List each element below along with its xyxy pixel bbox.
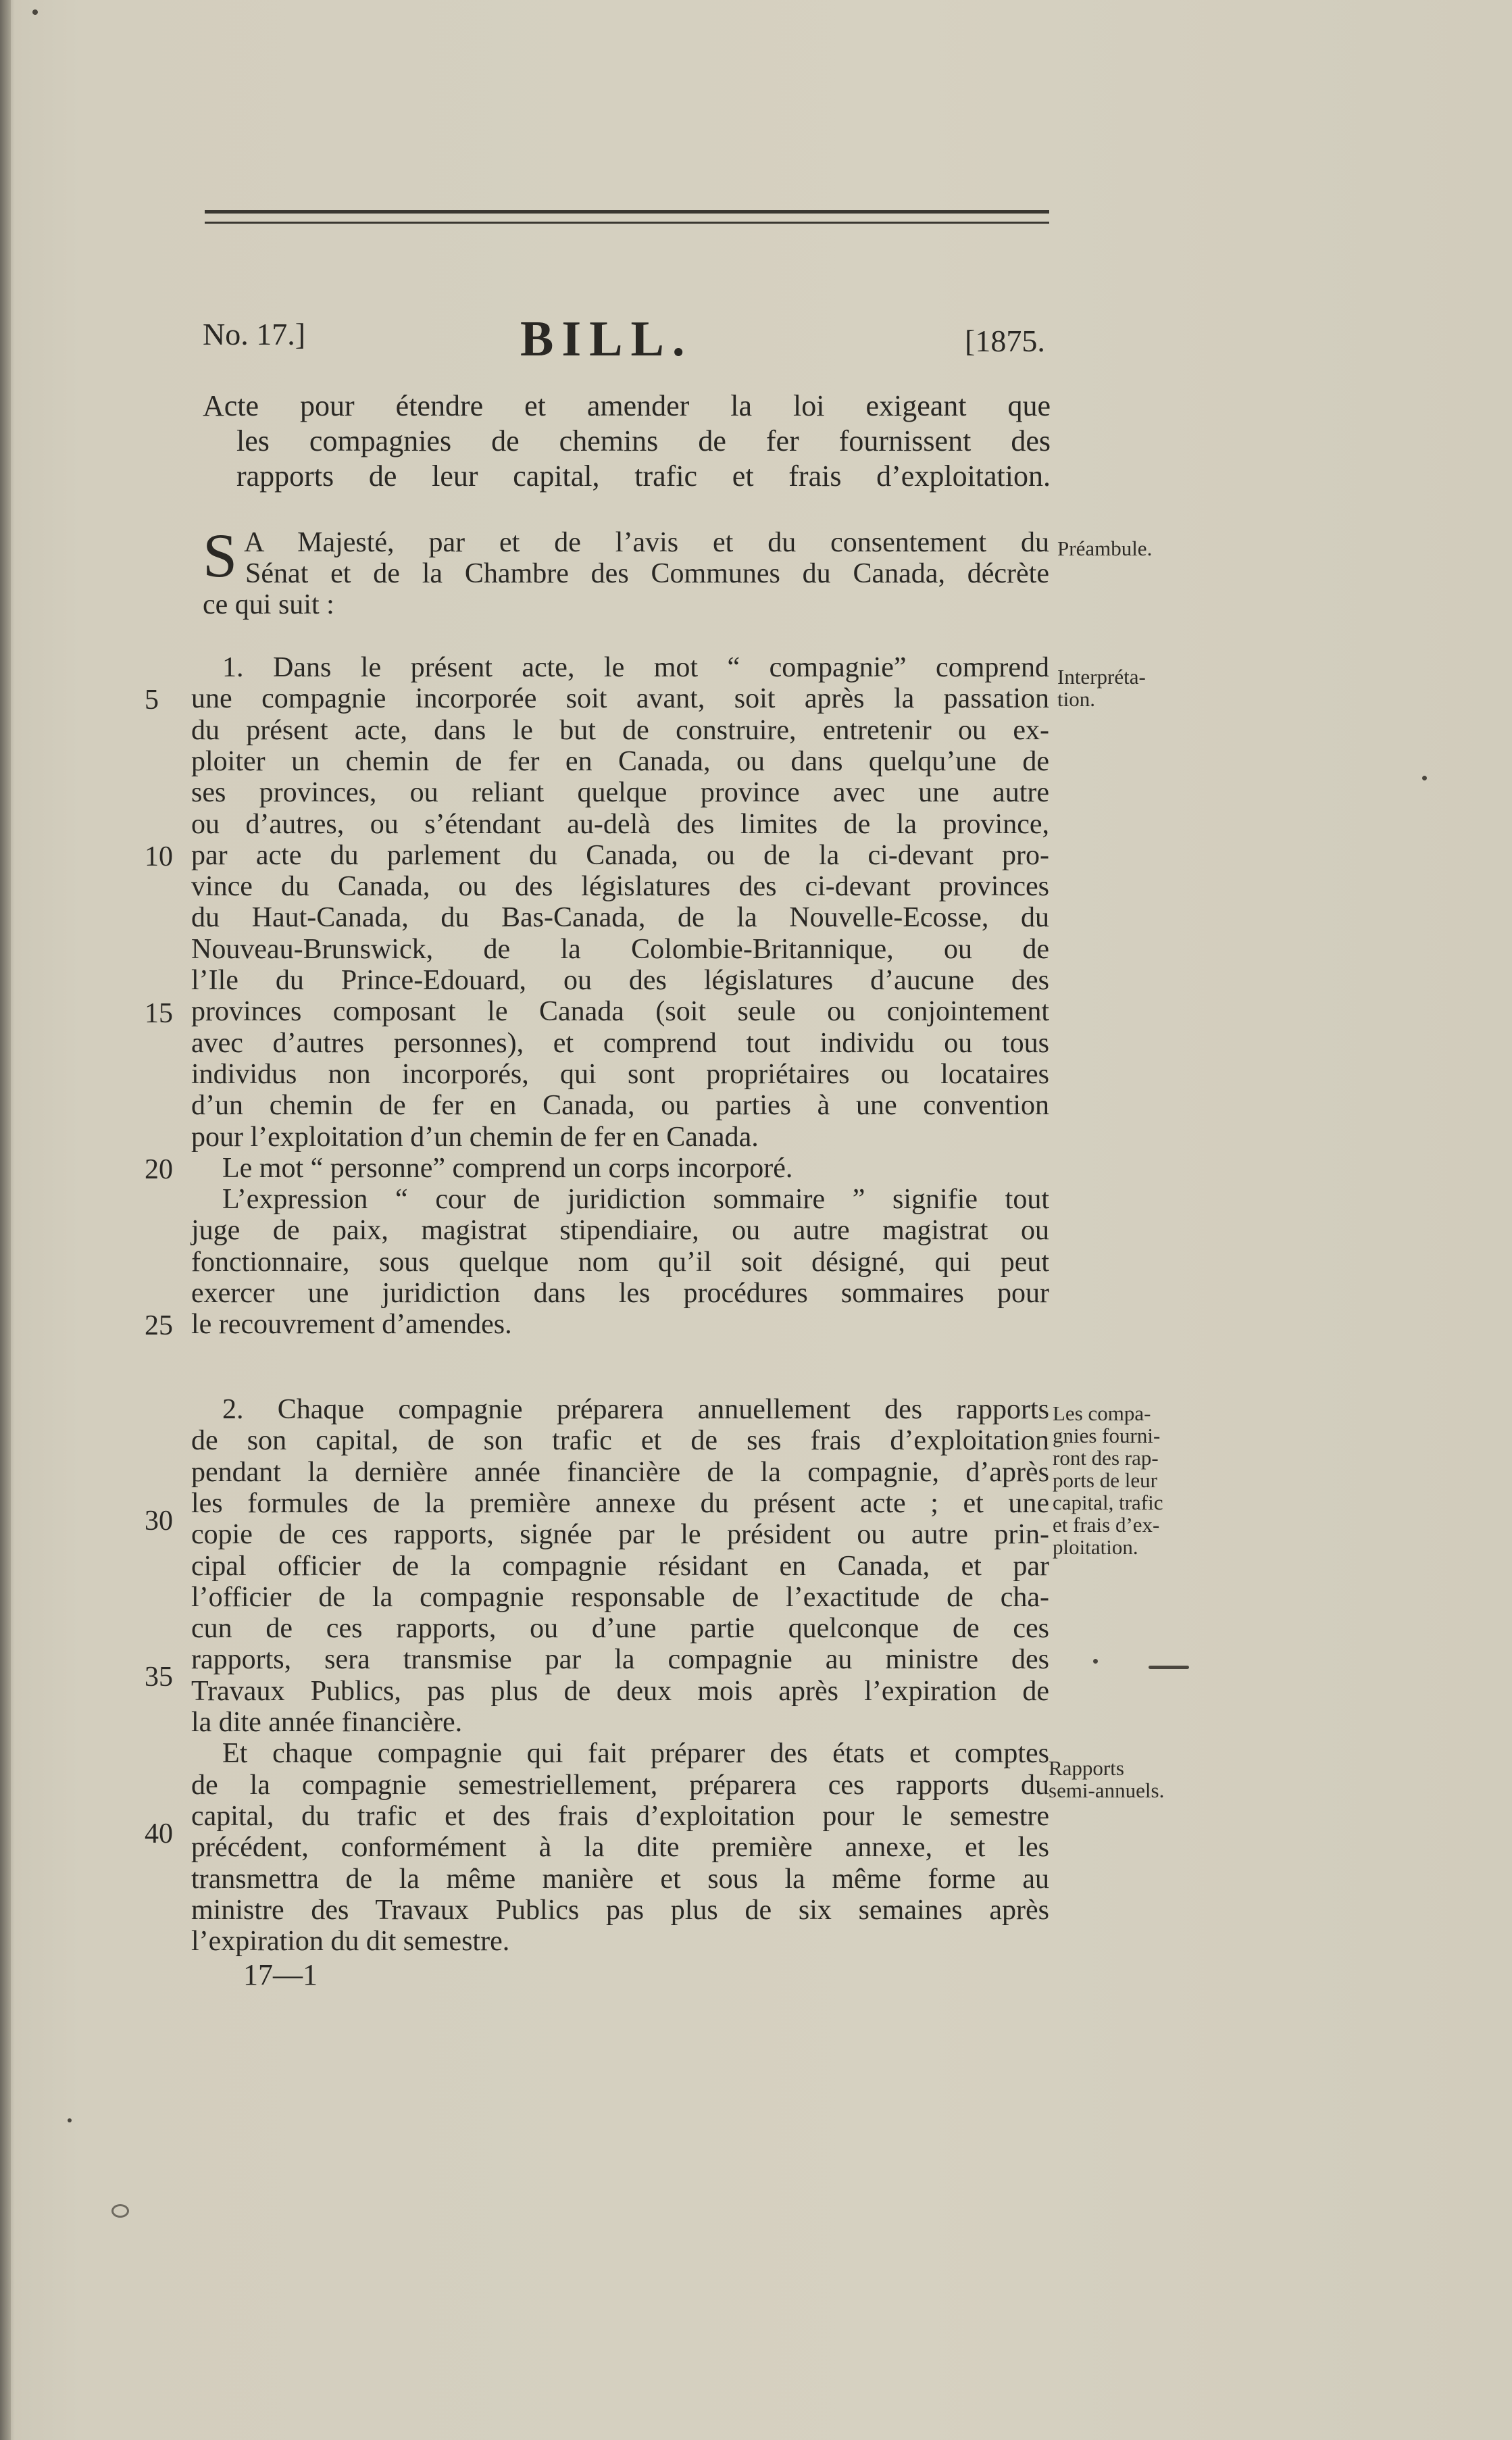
- text-line: l’officier de la compagnie responsable de l’exactitude de cha-: [191, 1581, 1049, 1613]
- margin-note-line: ploitation.: [1053, 1535, 1138, 1559]
- text-line: capital, du trafic et des frais d’exploitation pour le semestre: [191, 1800, 1049, 1832]
- line-number: 20: [145, 1154, 173, 1185]
- margin-note-line: gnies fourni-: [1053, 1424, 1161, 1447]
- text-line: rapports, sera transmise par la compagnie au ministre des: [191, 1644, 1049, 1676]
- signature-mark: 17—1: [243, 1958, 318, 1991]
- text-line: cipal officier de la compagnie résidant en Canada, et par: [191, 1550, 1049, 1582]
- text-line: le recouvrement d’amendes.: [191, 1309, 512, 1341]
- text-line: les formules de la première annexe du présent acte ; et une: [191, 1487, 1049, 1519]
- title-line: Acte pour étendre et amender la loi exigeant que: [203, 389, 1051, 422]
- margin-note-interpretation: [1057, 666, 1146, 710]
- text-line: fonctionnaire, sous quelque nom qu’il soit désigné, qui peut: [191, 1246, 1049, 1278]
- text-line: Et chaque compagnie qui fait préparer des états et comptes: [222, 1738, 1049, 1770]
- preamble-text: A Majesté, par et de l’avis et du consentement du: [244, 527, 1049, 558]
- paper-speck: [68, 2118, 72, 2122]
- paper-speck: [1149, 1666, 1189, 1669]
- dropcap: S: [203, 521, 238, 590]
- margin-note-line: et frais d’ex-: [1053, 1513, 1160, 1537]
- paper-speck: [111, 2204, 129, 2218]
- margin-note-line: Préambule.: [1057, 537, 1153, 560]
- title-line: les compagnies de chemins de fer fournissent des: [236, 424, 1051, 457]
- line-number: 30: [145, 1505, 173, 1537]
- top-rule-thick: [205, 210, 1049, 214]
- top-rule-thin: [205, 222, 1049, 224]
- text-line: précédent, conformément à la dite première annexe, et les: [191, 1832, 1049, 1864]
- preamble-line: ce qui suit :: [203, 589, 334, 620]
- margin-note-reports: [1053, 1402, 1163, 1558]
- text-line: par acte du parlement du Canada, ou de la ci-devant pro-: [191, 839, 1049, 871]
- paper-speck: [32, 9, 38, 15]
- margin-note-line: Rapports: [1049, 1756, 1124, 1780]
- text-line: provinces composant le Canada (soit seule ou conjointement: [191, 996, 1049, 1028]
- line-number: 25: [145, 1310, 173, 1341]
- text-line: l’expiration du dit semestre.: [191, 1926, 510, 1958]
- line-number: 5: [145, 684, 159, 716]
- bill-year: [1875.: [965, 324, 1045, 358]
- line-number: 10: [145, 841, 173, 872]
- margin-note-line: Les compa-: [1053, 1401, 1151, 1425]
- text-line: la dite année financière.: [191, 1707, 463, 1738]
- text-line: Travaux Publics, pas plus de deux mois après l’expiration de: [191, 1675, 1049, 1707]
- text-line: de la compagnie semestriellement, préparera ces rapports du: [191, 1769, 1049, 1801]
- binding-edge: [0, 0, 11, 2440]
- margin-note-semiannual: [1049, 1757, 1164, 1801]
- line-number: 15: [145, 998, 173, 1029]
- line-number: 35: [145, 1662, 173, 1693]
- margin-note-line: tion.: [1057, 687, 1095, 711]
- text-line: transmettra de la même manière et sous la même forme au: [191, 1863, 1049, 1895]
- paper-speck: [1422, 776, 1427, 780]
- text-line: l’Ile du Prince-Edouard, ou des législatures d’aucune des: [191, 965, 1049, 996]
- paper-speck: [1093, 1659, 1098, 1664]
- text-line: du Haut-Canada, du Bas-Canada, de la Nouvelle-Ecosse, du: [191, 902, 1049, 934]
- text-line: d’un chemin de fer en Canada, ou parties à une convention: [191, 1090, 1049, 1122]
- bill-number: No. 17.]: [203, 317, 306, 351]
- preamble-line: Sénat et de la Chambre des Communes du Canada, décrète: [245, 558, 1049, 589]
- text-line: individus non incorporés, qui sont propriétaires ou locataires: [191, 1058, 1049, 1090]
- margin-note-line: ports de leur: [1053, 1468, 1157, 1492]
- text-line: vince du Canada, ou des législatures des ci-devant provinces: [191, 871, 1049, 903]
- margin-note-line: semi-annuels.: [1049, 1778, 1165, 1802]
- text-line: ministre des Travaux Publics pas plus de six semaines après: [191, 1894, 1049, 1926]
- text-line: exercer une juridiction dans les procédures sommaires pour: [191, 1278, 1049, 1309]
- text-line: copie de ces rapports, signée par le président ou autre prin-: [191, 1519, 1049, 1551]
- margin-note-preamble: [1057, 537, 1152, 559]
- bill-title: [203, 389, 1051, 494]
- text-line: de son capital, de son trafic et de ses frais d’exploitation: [191, 1425, 1049, 1457]
- bill-heading: BILL.: [520, 312, 693, 367]
- text-line: Le mot “ personne” comprend un corps incorporé.: [222, 1152, 793, 1184]
- margin-note-line: capital, trafic: [1053, 1491, 1163, 1514]
- text-line: Nouveau-Brunswick, de la Colombie-Britannique, ou de: [191, 933, 1049, 965]
- text-line: ploiter un chemin de fer en Canada, ou dans quelqu’une de: [191, 745, 1049, 777]
- title-line: rapports de leur capital, trafic et frais d’exploitation.: [236, 459, 1051, 493]
- text-line: L’expression “ cour de juridiction sommaire ” signifie tout: [222, 1184, 1049, 1216]
- text-line: pour l’exploitation d’un chemin de fer en Canada.: [191, 1121, 759, 1153]
- margin-note-line: ront des rap-: [1053, 1446, 1159, 1470]
- text-line: ou d’autres, ou s’étendant au-delà des limites de la province,: [191, 808, 1049, 840]
- text-line: juge de paix, magistrat stipendiaire, ou autre magistrat ou: [191, 1215, 1049, 1247]
- text-line: pendant la dernière année financière de la compagnie, d’après: [191, 1456, 1049, 1488]
- text-line: une compagnie incorporée soit avant, soit après la passation: [191, 683, 1049, 715]
- margin-note-line: Interpréta-: [1057, 665, 1146, 689]
- text-line: 2. Chaque compagnie préparera annuellement des rapports: [222, 1394, 1049, 1425]
- text-line: cun de ces rapports, ou d’une partie quelconque de ces: [191, 1613, 1049, 1645]
- text-line: ses provinces, ou reliant quelque province avec une autre: [191, 777, 1049, 809]
- text-line: 1. Dans le présent acte, le mot “ compagnie” comprend: [222, 652, 1049, 683]
- line-number: 40: [145, 1818, 173, 1849]
- text-line: du présent acte, dans le but de construire, entretenir ou ex-: [191, 714, 1049, 746]
- text-line: avec d’autres personnes), et comprend tout individu ou tous: [191, 1027, 1049, 1059]
